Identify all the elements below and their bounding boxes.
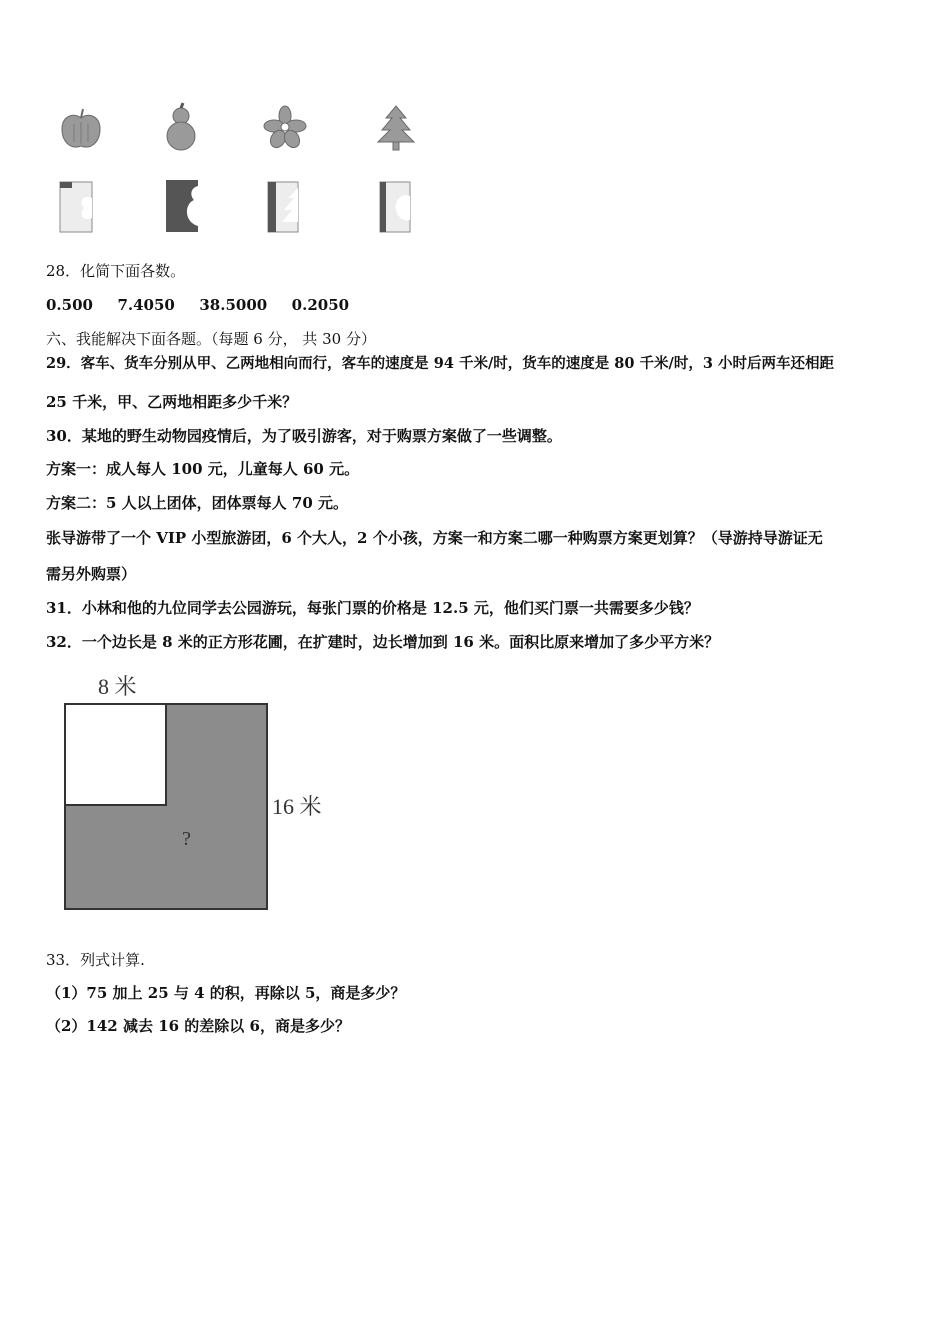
number-item: 0.2050 (291, 296, 350, 314)
number-item: 0.500 (46, 296, 93, 314)
question-30-question-line-1: 张导游带了一个 VIP 小型旅游团，6 个大人，2 个小孩，方案一和方案二哪一种购票方案更划算？（导游持导游证无 (46, 529, 823, 547)
gourd-icon (158, 102, 204, 152)
question-30-line-1: 30．某地的野生动物园疫情后，为了吸引游客，对于购票方案做了一些调整。 (46, 427, 562, 445)
question-33-part-2: （2）142 减去 16 的差除以 6，商是多少？ (46, 1017, 350, 1035)
right-side-label: 16 米 (272, 794, 322, 819)
top-side-label: 8 米 (98, 674, 137, 699)
question-30-plan-1: 方案一：成人每人 100 元，儿童每人 60 元。 (46, 460, 360, 478)
paper-cut-apple-icon (378, 180, 418, 234)
question-32-text: 32．一个边长是 8 米的正方形花圃，在扩建时，边长增加到 16 米。面积比原来增加了多少平方米？ (46, 633, 720, 651)
paper-cut-flower-icon (58, 180, 100, 234)
flower-icon (262, 104, 308, 150)
question-30-plan-2: 方案二：5 人以上团体，团体票每人 70 元。 (46, 494, 348, 512)
question-28-numbers (46, 295, 349, 315)
original-square (64, 703, 167, 806)
number-item: 7.4050 (117, 296, 175, 314)
square-garden-diagram (46, 668, 346, 918)
paper-cut-gourd-icon (162, 178, 204, 234)
number-item: 38.5000 (199, 296, 268, 314)
question-31-text: 31．小林和他的九位同学去公园游玩，每张门票的价格是 12.5 元，他们买门票一共需要多少钱？ (46, 599, 699, 617)
question-29-line-2: 25 千米，甲、乙两地相距多少千米？ (46, 393, 298, 411)
section-6-heading: 六、我能解决下面各题。（每题 6 分， 共 30 分） (46, 330, 376, 348)
question-30-question-line-2: 需另外购票） (46, 565, 137, 583)
unknown-area-label: ? (182, 828, 191, 850)
paper-cut-tree-icon (266, 180, 306, 234)
question-33-title: 33．列式计算. (46, 951, 145, 969)
tree-icon (374, 104, 418, 152)
apple-icon (56, 104, 106, 154)
question-33-part-1: （1）75 加上 25 与 4 的积，再除以 5，商是多少？ (46, 984, 406, 1002)
question-28-title: 28．化简下面各数。 (46, 262, 186, 280)
question-29-line-1: 29．客车、货车分别从甲、乙两地相向而行，客车的速度是 94 千米/时，货车的速度是 80 千米/时，3 小时后两车还相距 (46, 355, 834, 372)
